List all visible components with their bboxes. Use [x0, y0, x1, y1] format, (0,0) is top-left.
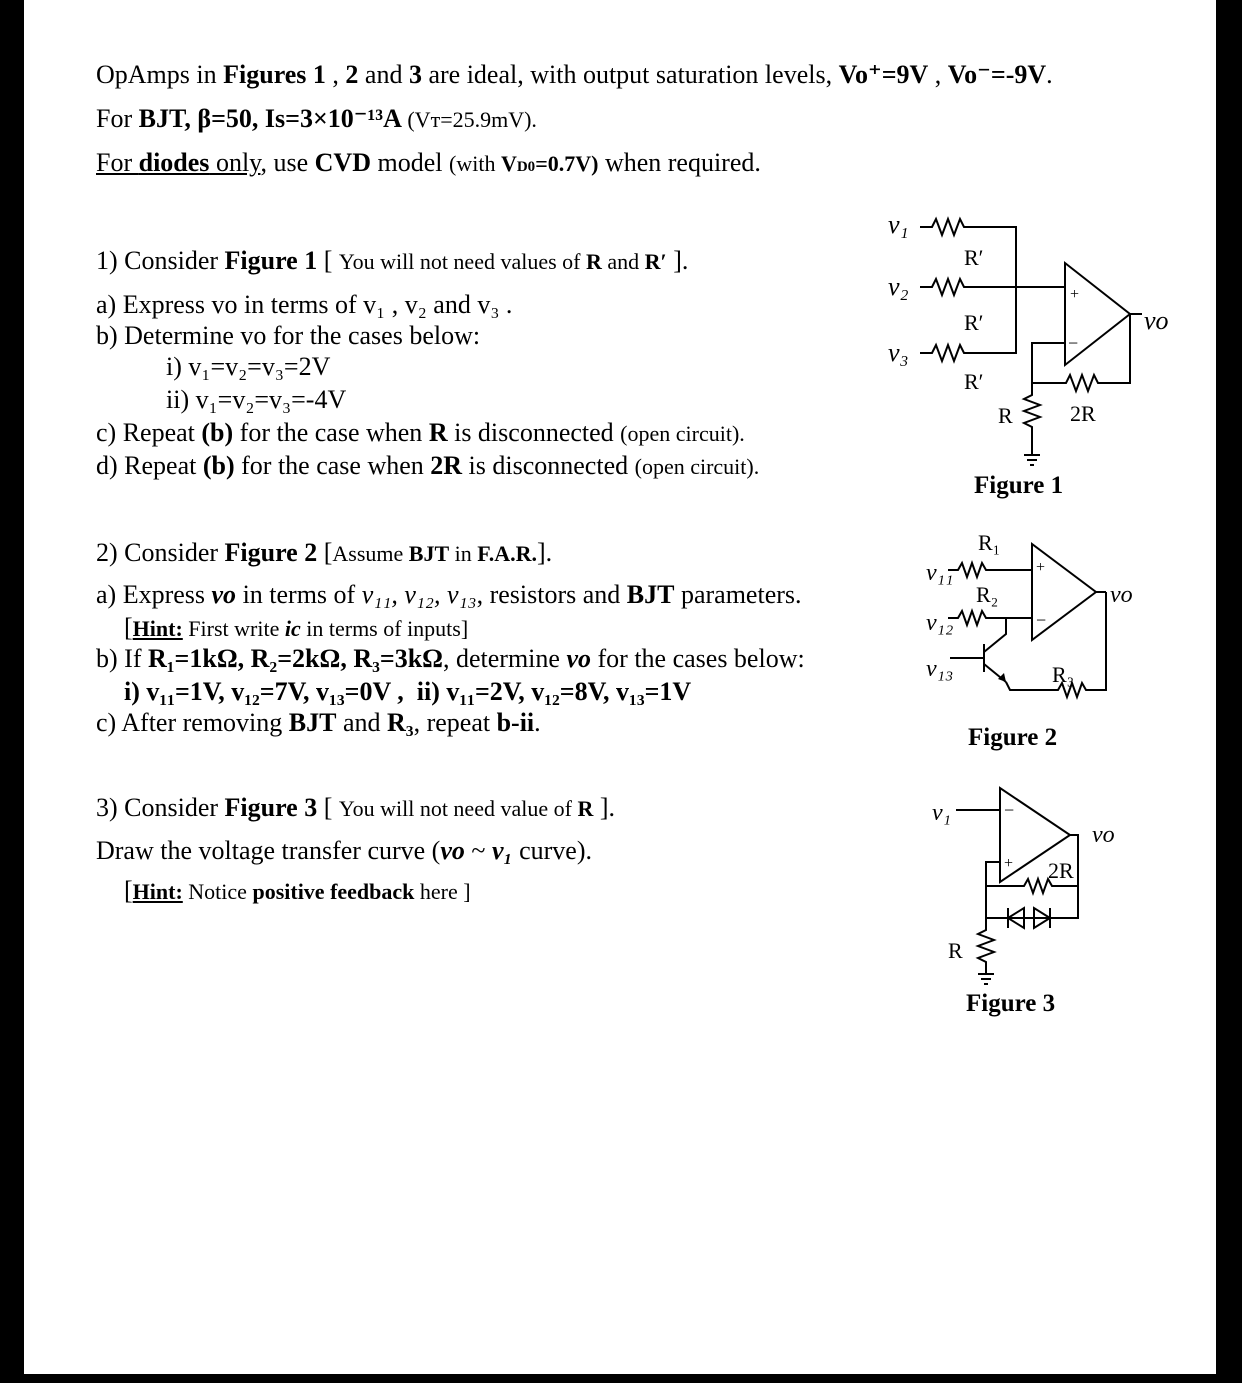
text: [ — [124, 876, 133, 905]
plus-sign: + — [1036, 559, 1046, 576]
text: when required. — [598, 148, 761, 177]
label-vi3: v₁₃ — [926, 656, 954, 682]
text: in terms of inputs] — [300, 616, 469, 641]
text: here ] — [414, 879, 471, 904]
text: 3) Consider — [96, 793, 225, 822]
figure-2-caption: Figure 2 — [968, 724, 1058, 751]
q2-hint — [124, 613, 468, 644]
text: 2 — [345, 60, 359, 89]
text: Draw the voltage transfer curve ( — [96, 836, 441, 865]
text: [ — [317, 538, 333, 567]
q2-part-a — [96, 580, 802, 610]
minus-sign: − — [1068, 333, 1079, 353]
label-vi: v₁ — [932, 800, 951, 826]
text: b) If — [96, 644, 148, 673]
text: V — [500, 151, 517, 176]
text: Assume — [332, 541, 409, 566]
text: R₁=1kΩ, R₂=2kΩ, R₃=3kΩ — [147, 644, 443, 673]
q3-instruction — [96, 836, 592, 866]
q3-heading — [96, 793, 615, 824]
text: parameters. — [674, 580, 802, 609]
label-r: R — [948, 938, 963, 963]
text: You will not need value of — [338, 796, 578, 821]
text: for the case when — [233, 418, 429, 447]
text: for the case when — [234, 451, 431, 480]
text: Figure 3 — [224, 793, 318, 822]
text: in — [449, 541, 478, 566]
text: Figure 2 — [224, 538, 318, 567]
q3-hint — [124, 876, 471, 907]
text: [ — [317, 793, 339, 822]
figure-1-caption: Figure 1 — [974, 472, 1064, 499]
intro-line-3 — [96, 148, 761, 182]
intro-line-2 — [96, 104, 537, 135]
text: R — [586, 249, 602, 274]
text: OpAmps in — [96, 60, 224, 89]
text: and — [601, 249, 645, 274]
figure-3-caption: Figure 3 — [966, 990, 1056, 1017]
text: vo — [211, 580, 237, 609]
text: ]. — [666, 246, 689, 275]
text: d) Repeat — [96, 451, 203, 480]
text: vo — [566, 644, 591, 673]
text: Vo⁻=-9V — [947, 60, 1047, 89]
resistor-r2 — [948, 611, 1032, 625]
bjt-collector — [984, 618, 1006, 652]
text: is disconnected — [447, 418, 621, 447]
ground-icon — [1024, 455, 1040, 465]
q1-part-b-ii: ii) v₁=v₂=v₃=-4V — [166, 385, 347, 414]
text: (Vᴛ=25.9mV). — [401, 107, 537, 132]
label-vi1: v₁₁ — [926, 560, 954, 586]
text: ~ — [464, 836, 492, 865]
text: c) Repeat — [96, 418, 202, 447]
text: Notice — [182, 879, 253, 904]
text: i) v₁₁=1V, v₁₂=7V, v₁₃=0V , — [124, 677, 404, 706]
text: BJT — [408, 541, 450, 566]
label-r2: R₂ — [976, 582, 999, 607]
text: , use — [260, 148, 315, 177]
resistor-r — [1024, 383, 1040, 455]
q2-heading — [96, 538, 552, 569]
text: R — [428, 418, 448, 447]
label-v1: v₁ — [888, 210, 909, 239]
text: , repeat — [413, 708, 497, 737]
q2-part-c — [96, 708, 541, 738]
text: R — [577, 796, 594, 821]
text: (b) — [202, 451, 235, 480]
minus-sign: − — [1004, 800, 1015, 820]
text: diodes — [138, 148, 210, 177]
label-v3: v₃ — [888, 338, 909, 367]
text: c) After removing — [96, 708, 289, 737]
label-2r: 2R — [1070, 401, 1096, 426]
document-page — [24, 0, 1216, 1374]
text: You will not need values of — [338, 249, 586, 274]
text: BJT, β=50, Is=3×10⁻¹³A — [138, 104, 402, 133]
text: , — [325, 60, 346, 89]
q1-heading — [96, 246, 688, 277]
q1-part-c — [96, 418, 745, 449]
q2-part-b-cases — [124, 677, 691, 707]
text: , determine — [443, 644, 567, 673]
text: Hint: — [132, 616, 183, 641]
label-r2: R′ — [964, 310, 984, 335]
minus-sign: − — [1036, 610, 1047, 630]
text: vo — [440, 836, 465, 865]
plus-sign: + — [1004, 855, 1014, 872]
text: , resistors and — [476, 580, 627, 609]
text: Hint: — [132, 879, 183, 904]
resistor-r1 — [948, 563, 1032, 577]
text: Vo⁺=9V — [838, 60, 929, 89]
text: Figure 1 — [224, 246, 318, 275]
bjt-emitter-lead — [1006, 682, 1018, 690]
text: . — [534, 708, 541, 737]
text: only — [209, 148, 261, 177]
text: in terms of — [236, 580, 362, 609]
text: a) Express — [96, 580, 212, 609]
text: is disconnected — [462, 451, 635, 480]
text: (with — [449, 151, 501, 176]
text: [ — [317, 246, 339, 275]
figure-2-circuit — [900, 530, 1170, 710]
text: R′ — [644, 249, 667, 274]
text: BJT — [288, 708, 337, 737]
text: curve). — [512, 836, 592, 865]
text: (open circuit). — [620, 421, 745, 446]
text: ]. — [536, 538, 553, 567]
inverting-wire — [1032, 343, 1065, 383]
label-r1: R₁ — [978, 530, 1001, 555]
label-v2: v₂ — [888, 272, 909, 301]
resistor-r2 — [920, 279, 1065, 295]
plus-sign: + — [1070, 286, 1080, 303]
text: for the cases below: — [591, 644, 805, 673]
label-r1: R′ — [964, 245, 984, 270]
text: . — [1046, 60, 1053, 89]
text: (b) — [201, 418, 234, 447]
text: 2R — [430, 451, 463, 480]
noninverting-wire — [986, 862, 1000, 918]
q2-part-b — [96, 644, 805, 674]
text: ]. — [593, 793, 615, 822]
text: R₃ — [387, 708, 414, 737]
label-vo: vo — [1092, 822, 1115, 848]
text: [ — [124, 613, 133, 642]
text: (open circuit). — [634, 454, 760, 479]
text: CVD — [314, 148, 371, 177]
text: For — [96, 148, 139, 177]
text: For — [96, 104, 139, 133]
label-2r: 2R — [1048, 858, 1074, 883]
text: and — [358, 60, 409, 89]
text: v₁₁, v₁₂, v₁₃ — [361, 580, 477, 609]
ground-icon — [978, 974, 994, 984]
text: 2) Consider — [96, 538, 225, 567]
text: ic — [284, 616, 301, 641]
text: positive feedback — [252, 879, 415, 904]
text: , — [928, 60, 948, 89]
figure-1-circuit — [880, 205, 1180, 475]
label-r: R — [998, 403, 1013, 428]
q1-part-d — [96, 451, 759, 482]
text: Figures 1 — [223, 60, 326, 89]
text: D0 — [516, 159, 536, 175]
text: ii) v₁₁=2V, v₁₂=8V, v₁₃=1V — [416, 677, 692, 706]
label-vo: vo — [1110, 582, 1133, 608]
text: BJT — [626, 580, 675, 609]
q1-part-b-i: i) v₁=v₂=v₃=2V — [166, 352, 331, 381]
figure-3-circuit — [900, 780, 1170, 990]
q1-part-b: b) Determine vo for the cases below: — [96, 321, 481, 350]
label-vi2: v₁₂ — [926, 610, 954, 636]
text: b-ii — [496, 708, 535, 737]
text: and — [336, 708, 387, 737]
text: First write — [182, 616, 285, 641]
intro-line-1 — [96, 60, 1053, 90]
label-r3: R′ — [964, 369, 984, 394]
text: 3 — [408, 60, 422, 89]
label-vo: vo — [1144, 306, 1169, 335]
text: F.A.R. — [477, 541, 537, 566]
q1-part-a: a) Express vo in terms of v₁ , v₂ and v₃ . — [96, 290, 513, 319]
text: model — [371, 148, 449, 177]
resistor-r — [978, 918, 994, 974]
text: v₁ — [491, 836, 513, 865]
text: are ideal, with output saturation levels, — [421, 60, 839, 89]
text: 1) Consider — [96, 246, 225, 275]
label-r3: R₃ — [1052, 662, 1075, 687]
text: =0.7V) — [535, 151, 599, 176]
